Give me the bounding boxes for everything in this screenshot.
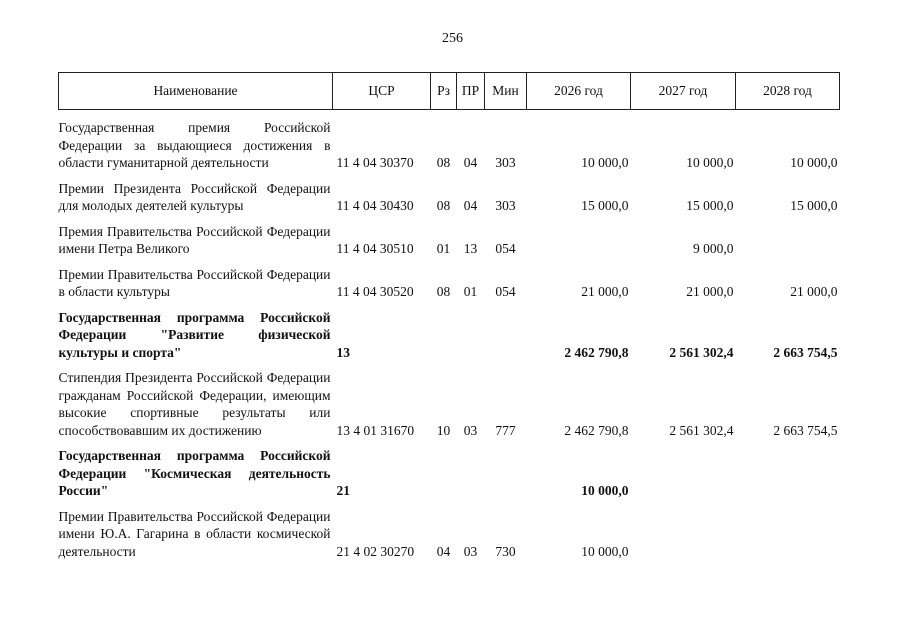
row-name: Государственная премия Российской Федерации за выдающиеся достижения в области гуманитарной деятельности: [58, 120, 331, 170]
row-2028: [736, 500, 840, 561]
row-2028: [736, 215, 840, 258]
header-2026: 2026 год: [527, 73, 631, 110]
header-2027: 2027 год: [631, 73, 736, 110]
table-row: [59, 215, 840, 258]
table-row: [59, 258, 840, 301]
row-2028: [736, 439, 840, 500]
header-rz: Рз: [431, 73, 457, 110]
row-name: Государственная программа Российской Федерации "Космическая деятельность России": [58, 448, 331, 498]
row-2026: [527, 215, 631, 258]
row-rz: 08: [436, 284, 451, 299]
row-2026: 2 462 790,8: [564, 422, 629, 438]
row-pr: 04: [463, 155, 478, 170]
row-rz: 08: [436, 198, 451, 213]
row-csr: 11 4 04 30510: [336, 241, 414, 256]
row-pr: [457, 439, 485, 500]
table-row: [59, 500, 840, 561]
row-2026: 2 462 790,8: [564, 344, 629, 360]
row-csr: 11 4 04 30520: [336, 284, 414, 299]
row-2027: 21 000,0: [686, 284, 734, 299]
row-csr: 21: [336, 483, 350, 498]
row-2028: 2 663 754,5: [773, 422, 838, 438]
header-csr: ЦСР: [333, 73, 431, 110]
row-min: [485, 439, 527, 500]
row-2026: 10 000,0: [581, 155, 629, 170]
row-min: 054: [495, 284, 516, 299]
row-min: 303: [495, 198, 516, 213]
row-rz: 08: [436, 155, 451, 170]
row-2027: 2 561 302,4: [669, 344, 734, 360]
table-row: [59, 172, 840, 215]
row-csr: 13 4 01 31670: [336, 422, 415, 438]
row-2026: 21 000,0: [581, 284, 629, 299]
budget-table: [58, 72, 840, 560]
row-min: 730: [495, 543, 516, 559]
row-name: Премии Президента Российской Федерации для молодых деятелей культуры: [58, 180, 331, 213]
row-2028: 15 000,0: [790, 198, 838, 213]
row-2027: 15 000,0: [686, 198, 734, 213]
row-min: 054: [495, 241, 516, 256]
row-rz: [431, 439, 457, 500]
row-2027: 10 000,0: [686, 155, 734, 170]
header-2028: 2028 год: [736, 73, 840, 110]
header-pr: ПР: [457, 73, 485, 110]
row-pr: 01: [463, 284, 478, 299]
row-2026: 15 000,0: [581, 198, 629, 213]
header-min: Мин: [485, 73, 527, 110]
program-row: [59, 301, 840, 362]
row-2026: 10 000,0: [581, 483, 629, 498]
page-number: 256: [442, 31, 463, 46]
row-pr: 03: [463, 422, 478, 438]
row-csr: 13: [336, 344, 350, 360]
table-header-row: [59, 73, 840, 110]
row-2028: 10 000,0: [790, 155, 838, 170]
row-name: Стипендия Президента Российской Федерации гражданам Российской Федерации, имеющим высокие спортивные результаты или способствовавшим их достижению: [58, 370, 331, 438]
row-2027: [631, 500, 736, 561]
row-name: Премия Правительства Российской Федерации имени Петра Великого: [58, 223, 331, 256]
row-name: Премии Правительства Российской Федерации в области культуры: [58, 266, 331, 299]
row-2026: 10 000,0: [581, 543, 629, 559]
row-csr: 21 4 02 30270: [336, 543, 415, 559]
row-rz: 10: [436, 422, 451, 438]
row-name: Государственная программа Российской Федерации "Развитие физической культуры и спорта": [58, 309, 331, 360]
row-2027: 2 561 302,4: [669, 422, 734, 438]
row-min: 303: [495, 155, 516, 170]
row-2028: 2 663 754,5: [773, 344, 838, 360]
row-pr: 13: [463, 241, 478, 256]
row-csr: 11 4 04 30370: [336, 155, 414, 170]
row-min: 777: [495, 422, 516, 438]
row-csr: 11 4 04 30430: [336, 198, 414, 213]
row-rz: 04: [436, 543, 451, 559]
row-rz: [431, 301, 457, 362]
table-row: [59, 361, 840, 439]
program-row: [59, 439, 840, 500]
row-min: [485, 301, 527, 362]
row-2027: [631, 439, 736, 500]
row-pr: 04: [463, 198, 478, 213]
row-pr: 03: [463, 543, 478, 559]
row-rz: 01: [436, 241, 451, 256]
table-row: [59, 110, 840, 172]
header-name: Наименование: [59, 73, 333, 110]
row-pr: [457, 301, 485, 362]
table-body: [59, 110, 840, 561]
row-2027: 9 000,0: [693, 241, 734, 256]
row-name: Премии Правительства Российской Федерации имени Ю.А. Гагарина в области космической деятельности: [58, 508, 331, 559]
row-2028: 21 000,0: [790, 284, 838, 299]
